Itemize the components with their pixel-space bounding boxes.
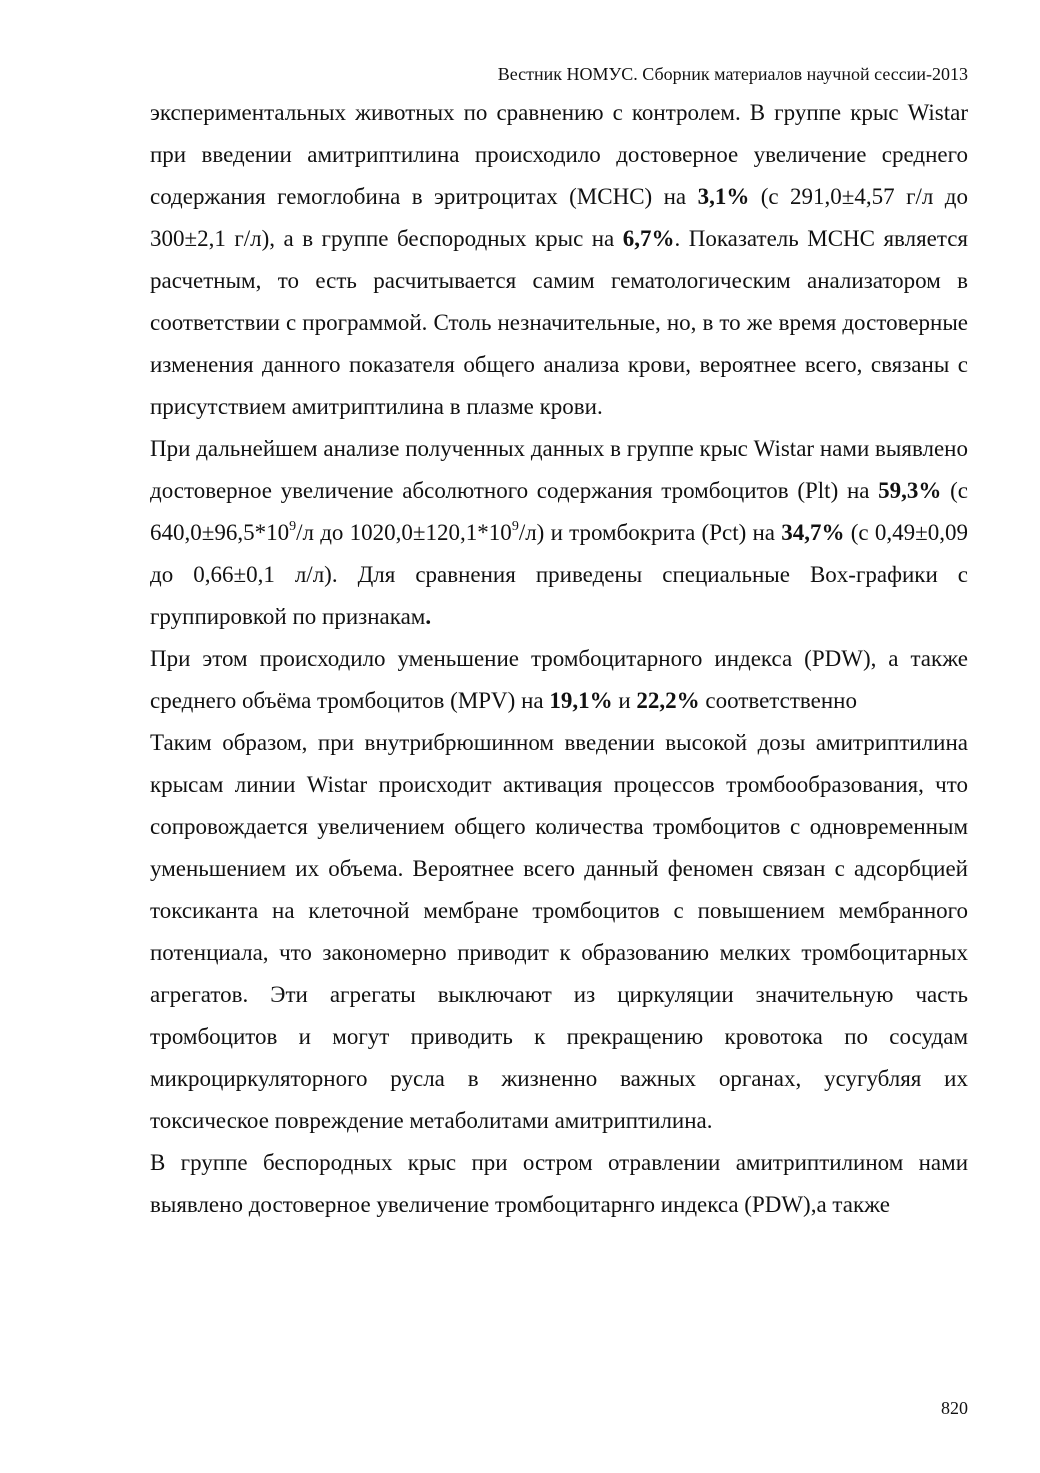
text-run: экспериментальных животных по сравнению с контролем. В группе крыс Wistar при введении амитриптилина происходило достоверное увеличение среднего содержания гемоглобина в эритроцитах (МСНС) на [150, 100, 968, 209]
bold-value: 3,1% [697, 184, 750, 209]
bold-value: 22,2% [636, 688, 700, 713]
running-header: Вестник НОМУС. Сборник материалов научной сессии-2013 [497, 64, 968, 84]
text-run: /л) и тромбокрита (Pct) на [518, 520, 782, 545]
paragraph [150, 92, 968, 428]
bold-value: 6,7% [622, 226, 675, 251]
text-run: (с 0,49±0,09 до 0,66±0,1 л/л). Для сравнения приведены специальные Box-графики с группировкой по признакам [150, 520, 968, 629]
paragraph [150, 1142, 968, 1226]
text-run: При дальнейшем анализе полученных данных в группе крыс Wistar нами выявлено достоверное увеличение абсолютного содержания тромбоцитов (Plt) на [150, 436, 968, 503]
bold-value: 34,7% [781, 520, 845, 545]
text-run: (с 291,0±4,57 г/л до 300±2,1 г/л), а в группе беспородных крыс на [150, 184, 968, 251]
page-number: 820 [941, 1398, 968, 1418]
bold-value: 59,3% [878, 478, 942, 503]
paragraph [150, 638, 968, 722]
superscript: 9 [511, 519, 519, 535]
text-run: При этом происходило уменьшение тромбоцитарного индекса (PDW), а также среднего объёма тромбоцитов (MPV) на [150, 646, 968, 713]
text-run: и [612, 688, 637, 713]
text-run: соответственно [699, 688, 857, 713]
text-run: Таким образом, при внутрибрюшинном введении высокой дозы амитриптилина крысам линии Wistar происходит активация процессов тромбообразования, что сопровождается увеличением общего количества тромбоцитов с одновременным уменьшением их объема. Вероятнее всего данный феномен связан с адсорбцией токсиканта на клеточной мембране тромбоцитов с повышением мембранного потенциала, что закономерно приводит к образованию мелких тромбоцитарных агрегатов. Эти агрегаты выключают из циркуляции значительную часть тромбоцитов и могут приводить к прекращению кровотока по сосудам микроциркуляторного русла в жизненно важных органах, усугубляя их токсическое повреждение метаболитами амитриптилина. [150, 730, 968, 1133]
text-run: . Показатель МСНС является расчетным, то есть расчитывается самим гематологическим анализатором в соответствии с программой. Столь незначительные, но, в то же время достоверные изменения данного показателя общего анализа крови, вероятнее всего, связаны с присутствием амитриптилина в плазме крови. [150, 226, 968, 419]
superscript: 9 [289, 519, 297, 535]
body-text [150, 92, 968, 1226]
text-run: (с 640,0±96,5*10 [150, 478, 968, 545]
paragraph [150, 428, 968, 638]
bold-value: . [425, 604, 432, 629]
paragraph [150, 722, 968, 1142]
bold-value: 19,1% [549, 688, 613, 713]
text-run: /л до 1020,0±120,1*10 [296, 520, 512, 545]
text-run: В группе беспородных крыс при остром отравлении амитриптилином нами выявлено достоверное увеличение тромбоцитарнго индекса (PDW),а также [150, 1150, 968, 1217]
